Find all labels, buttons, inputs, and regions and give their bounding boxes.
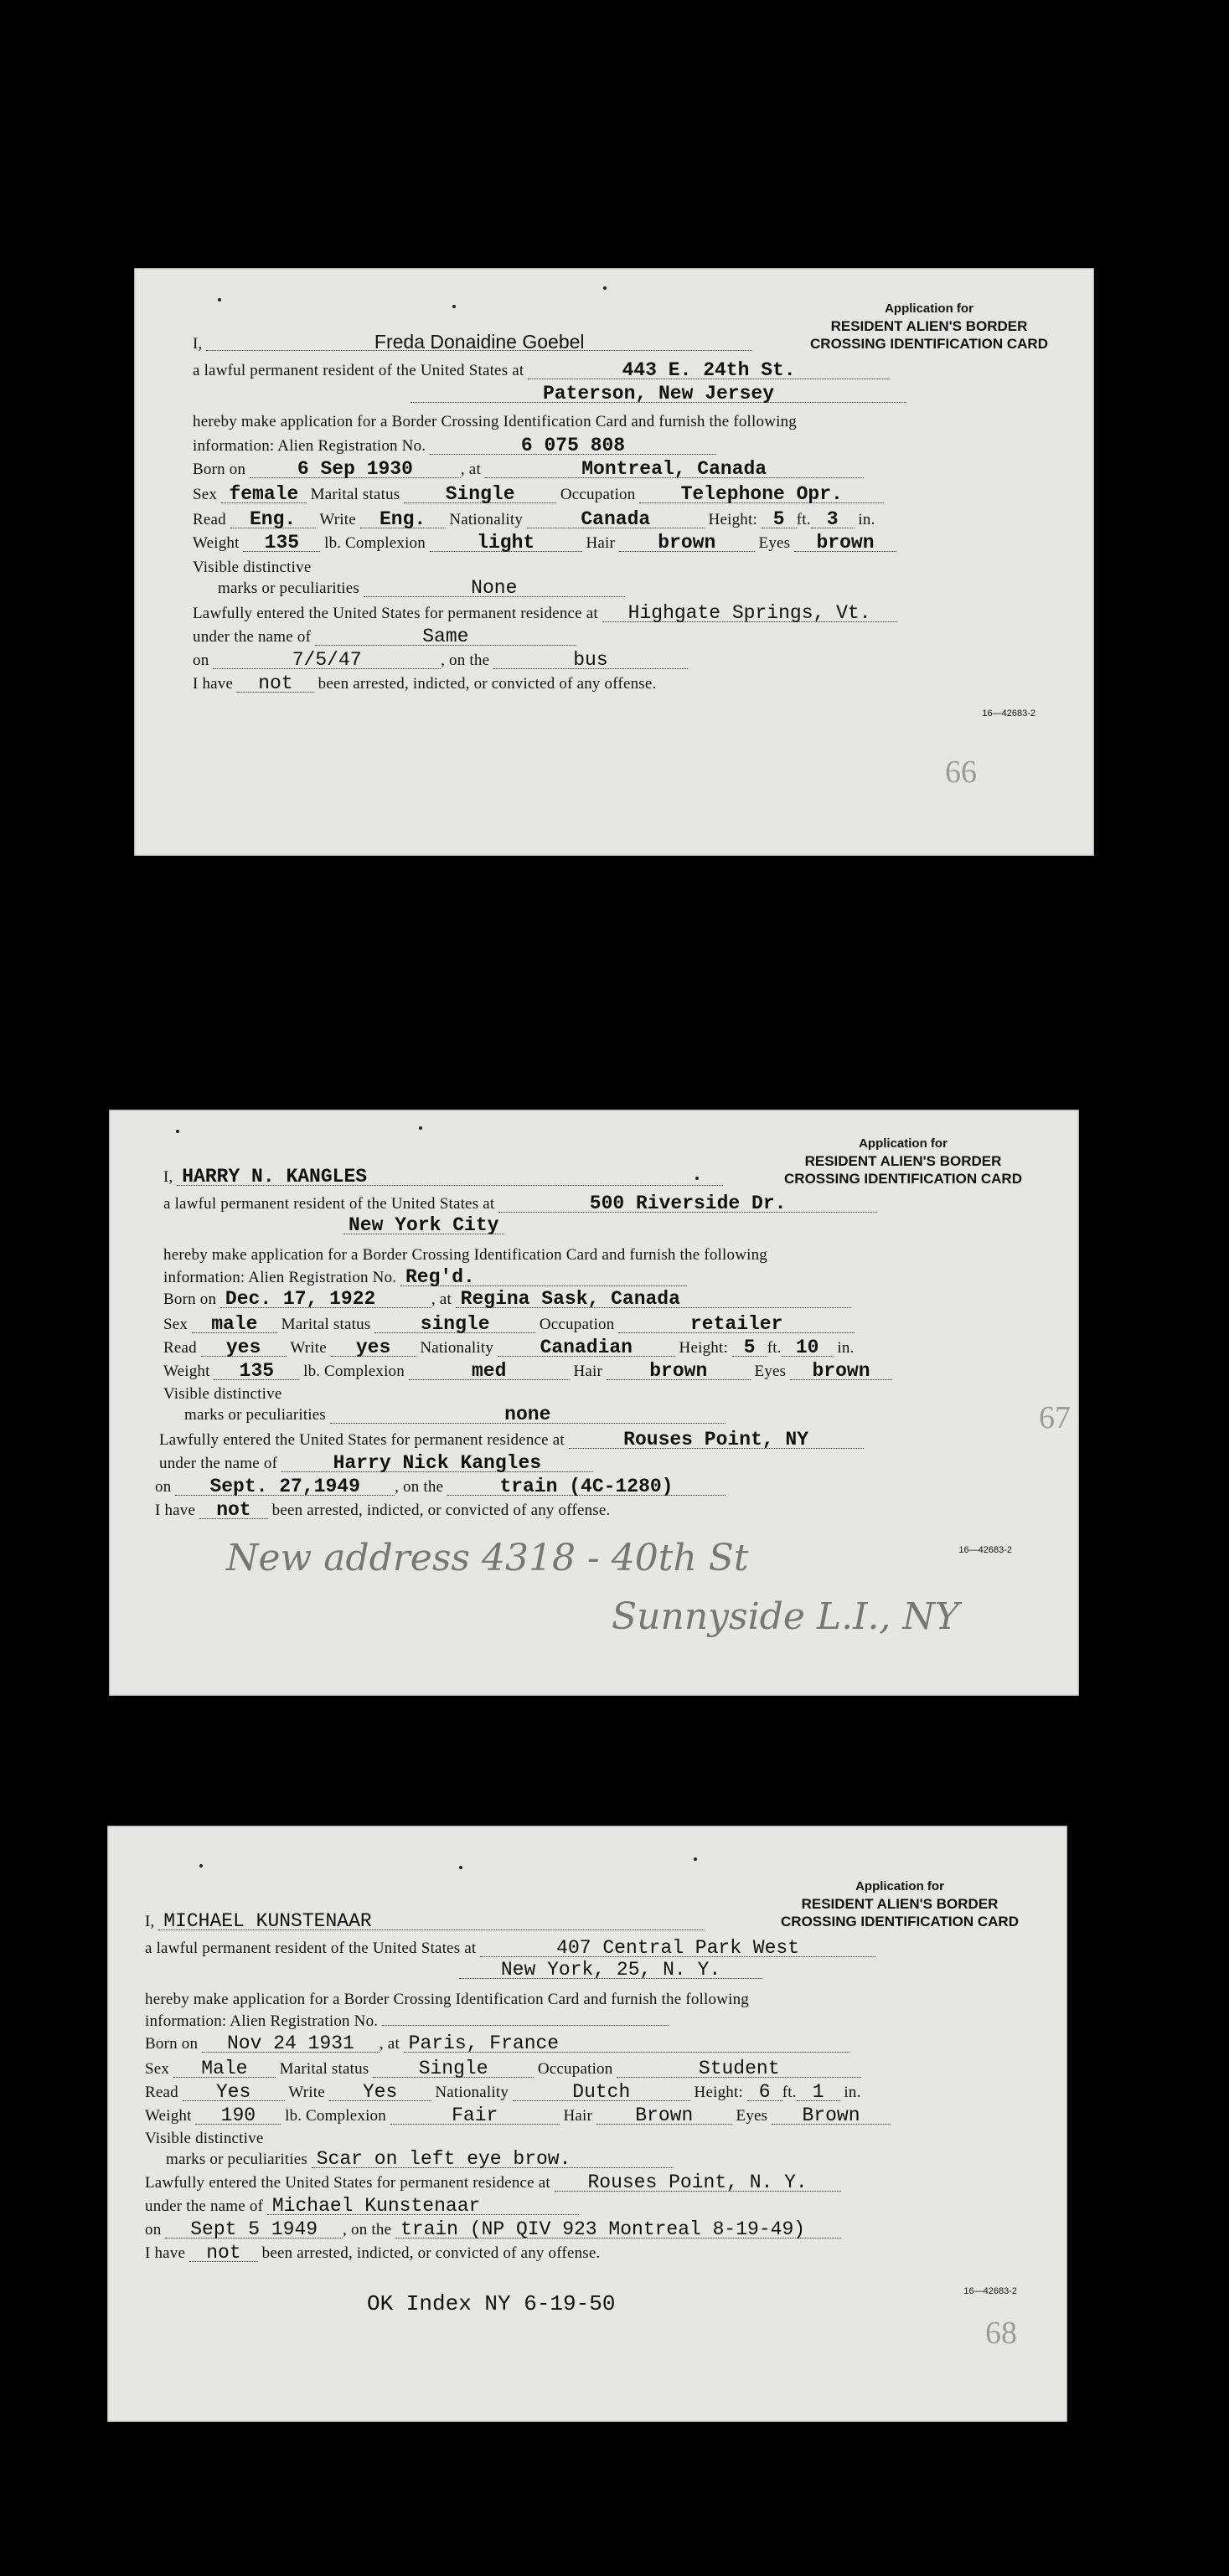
header-title-line2: CROSSING IDENTIFICATION CARD <box>781 1914 1019 1929</box>
header-title-line1: RESIDENT ALIEN'S BORDER <box>801 1896 999 1912</box>
header-application-for: Application for <box>885 301 973 316</box>
height-in: 1 <box>797 2084 840 2101</box>
application-card-2 <box>109 1110 1079 1696</box>
write: Yes <box>329 2084 431 2101</box>
label-under: under the name of <box>159 1455 278 1472</box>
eyes: Brown <box>772 2107 891 2125</box>
applicant-name: Freda Donaidine Goebel <box>206 333 752 351</box>
label-visible: Visible distinctive <box>163 1385 282 1403</box>
have-status: not <box>199 1502 268 1519</box>
label-onthe: , on the <box>343 2221 392 2239</box>
label-onthe: , on the <box>441 652 490 669</box>
speck <box>459 1866 462 1869</box>
label-i: I, <box>145 1913 155 1930</box>
label-in: in. <box>858 511 875 528</box>
occupation: Student <box>617 2060 861 2078</box>
form-number: 16—42683-2 <box>958 1545 1012 1555</box>
page-number: 67 <box>1039 1400 1071 1435</box>
sex: female <box>221 486 307 503</box>
birth-place: Paris, France <box>404 2035 849 2053</box>
entry-via: train (NP QIV 923 Montreal 8-19-49) <box>395 2221 841 2239</box>
entry-via: bus <box>493 652 688 669</box>
label-born: Born on <box>145 2035 199 2053</box>
marks: Scar on left eye brow. <box>312 2151 674 2168</box>
have-status: not <box>189 2244 258 2262</box>
birth-date: Dec. 17, 1922 <box>220 1291 431 1308</box>
label-on: on <box>155 1478 172 1496</box>
label-at: , at <box>460 461 481 478</box>
header-title-line2: CROSSING IDENTIFICATION CARD <box>810 336 1048 352</box>
nationality: Canada <box>527 511 705 528</box>
label-lawfully: Lawfully entered the United States for permanent residence at <box>159 1431 565 1449</box>
label-occupation: Occupation <box>539 1316 615 1333</box>
label-resident: a lawful permanent resident of the United States at <box>163 1195 495 1213</box>
address-line1: 443 E. 24th St. <box>528 362 890 379</box>
label-write: Write <box>290 1339 327 1357</box>
label-sex: Sex <box>193 486 218 503</box>
weight: 135 <box>214 1363 299 1380</box>
index-note: OK Index NY 6-19-50 <box>367 2291 616 2316</box>
weight: 135 <box>243 534 320 552</box>
label-height: Height: <box>708 511 757 528</box>
entry-place: Highgate Springs, Vt. <box>602 605 897 622</box>
handwritten-note-line1: New address 4318 - 40th St <box>226 1537 749 1579</box>
label-lawfully: Lawfully entered the United States for permanent residence at <box>193 605 598 622</box>
label-hereby: hereby make application for a Border Crossing Identification Card and furnish the following <box>145 1991 750 2008</box>
sex: male <box>192 1316 277 1333</box>
sex: Male <box>173 2060 276 2078</box>
label-eyes: Eyes <box>736 2107 768 2125</box>
read: yes <box>201 1339 287 1357</box>
hair: brown <box>607 1363 751 1380</box>
label-marks: marks or peculiarities <box>184 1406 327 1424</box>
label-i: I, <box>163 1168 173 1186</box>
marital-status: Single <box>373 2060 534 2078</box>
label-hair: Hair <box>573 1363 603 1380</box>
application-card-1 <box>134 268 1094 856</box>
label-weight: Weight <box>145 2107 192 2125</box>
label-marital: Marital status <box>310 486 400 503</box>
alien-registration-no: Reg'd. <box>400 1269 687 1286</box>
label-occupation: Occupation <box>560 486 636 503</box>
label-write: Write <box>319 511 356 528</box>
birth-place: Regina Sask, Canada <box>456 1291 851 1308</box>
label-under: under the name of <box>145 2197 264 2215</box>
label-marital: Marital status <box>281 1316 371 1333</box>
label-read: Read <box>145 2084 178 2101</box>
speck <box>419 1126 422 1130</box>
entry-name: Harry Nick Kangles <box>281 1455 593 1472</box>
birth-place: Montreal, Canada <box>485 461 864 478</box>
weight: 190 <box>195 2107 281 2125</box>
complexion: light <box>430 534 582 552</box>
label-marks: marks or peculiarities <box>218 580 360 597</box>
speck <box>603 286 607 290</box>
label-alien-reg: information: Alien Registration No. <box>193 437 426 455</box>
label-lb: lb. <box>324 534 342 552</box>
entry-via: train (4C-1280) <box>447 1478 726 1496</box>
label-weight: Weight <box>163 1363 210 1380</box>
page-number: 68 <box>985 2316 1017 2351</box>
label-at: , at <box>379 2035 400 2053</box>
header-application-for: Application for <box>859 1136 948 1151</box>
label-nationality: Nationality <box>435 2084 509 2101</box>
label-height: Height: <box>694 2084 743 2101</box>
address-line1: 407 Central Park West <box>480 1940 875 1957</box>
alien-registration-no: 6 075 808 <box>430 437 716 455</box>
label-sex: Sex <box>145 2060 170 2078</box>
label-complexion: Complexion <box>345 534 426 552</box>
speck <box>695 1177 699 1180</box>
eyes: brown <box>794 534 896 552</box>
entry-date: 7/5/47 <box>213 652 441 669</box>
birth-date: Nov 24 1931 <box>202 2035 380 2053</box>
label-alien-reg: information: Alien Registration No. <box>163 1269 397 1286</box>
nationality: Canadian <box>498 1339 675 1357</box>
label-under: under the name of <box>193 628 312 646</box>
label-read: Read <box>193 511 226 528</box>
entry-place: Rouses Point, NY <box>569 1431 864 1449</box>
header-title-line1: RESIDENT ALIEN'S BORDER <box>830 318 1028 334</box>
label-visible: Visible distinctive <box>145 2130 264 2147</box>
height-ft: 5 <box>762 511 797 528</box>
label-in: in. <box>837 1339 855 1357</box>
write: Eng. <box>360 511 446 528</box>
address-line2: Paterson, New Jersey <box>411 385 906 403</box>
form-number: 16—42683-2 <box>963 2286 1017 2296</box>
speck <box>694 1857 697 1861</box>
applicant-name: MICHAEL KUNSTENAAR <box>158 1913 705 1930</box>
alien-registration-no <box>382 2025 669 2026</box>
label-hair: Hair <box>563 2107 593 2125</box>
read: Yes <box>183 2084 285 2101</box>
label-marks: marks or peculiarities <box>166 2151 308 2168</box>
label-arrested: been arrested, indicted, or convicted of any offense. <box>318 675 657 693</box>
write: yes <box>331 1339 416 1357</box>
label-lb: lb. <box>303 1363 321 1380</box>
label-ft: ft. <box>796 511 811 528</box>
height-in: 10 <box>782 1339 834 1357</box>
label-complexion: Complexion <box>306 2107 386 2125</box>
nationality: Dutch <box>513 2084 690 2101</box>
occupation: Telephone Opr. <box>639 486 884 503</box>
header-application-for: Application for <box>855 1879 944 1893</box>
hair: brown <box>619 534 755 552</box>
label-lb: lb. <box>285 2107 302 2125</box>
address-line2: New York City <box>343 1217 504 1234</box>
label-arrested: been arrested, indicted, or convicted of any offense. <box>271 1502 611 1519</box>
birth-date: 6 Sep 1930 <box>250 461 461 478</box>
read: Eng. <box>230 511 316 528</box>
address-line1: 500 Riverside Dr. <box>498 1195 877 1213</box>
form-number: 16—42683-2 <box>982 708 1035 719</box>
complexion: Fair <box>390 2107 560 2125</box>
marital-status: Single <box>404 486 556 503</box>
label-ft: ft. <box>767 1339 782 1357</box>
application-card-3 <box>107 1826 1067 2422</box>
label-sex: Sex <box>163 1316 188 1333</box>
page-number: 66 <box>945 755 977 790</box>
label-at: , at <box>431 1291 452 1308</box>
entry-place: Rouses Point, N. Y. <box>555 2174 841 2192</box>
label-occupation: Occupation <box>537 2060 613 2078</box>
handwritten-note-line2: Sunnyside L.I., NY <box>612 1595 959 1638</box>
complexion: med <box>409 1363 570 1380</box>
entry-date: Sept. 27,1949 <box>175 1478 395 1496</box>
label-read: Read <box>163 1339 197 1357</box>
label-nationality: Nationality <box>449 511 524 528</box>
eyes: brown <box>790 1363 892 1380</box>
height-ft: 5 <box>732 1339 767 1357</box>
marital-status: single <box>374 1316 535 1333</box>
speck <box>176 1130 179 1133</box>
label-onthe: , on the <box>395 1478 444 1496</box>
label-on: on <box>145 2221 162 2239</box>
label-born: Born on <box>163 1291 217 1308</box>
applicant-name: HARRY N. KANGLES <box>177 1168 723 1186</box>
entry-name: Michael Kunstenaar <box>267 2197 579 2215</box>
label-ihave: I have <box>145 2244 186 2262</box>
label-weight: Weight <box>193 534 240 552</box>
label-resident: a lawful permanent resident of the United States at <box>145 1940 477 1957</box>
label-visible: Visible distinctive <box>193 559 312 576</box>
marks: None <box>364 580 625 597</box>
label-complexion: Complexion <box>324 1363 405 1380</box>
label-hair: Hair <box>586 534 616 552</box>
occupation: retailer <box>618 1316 855 1333</box>
label-arrested: been arrested, indicted, or convicted of any offense. <box>261 2244 601 2262</box>
label-in: in. <box>844 2084 861 2101</box>
label-eyes: Eyes <box>754 1363 787 1380</box>
height-ft: 6 <box>747 2084 782 2101</box>
marks: none <box>330 1406 726 1424</box>
height-in: 3 <box>811 511 855 528</box>
have-status: not <box>237 675 314 693</box>
label-resident: a lawful permanent resident of the United States at <box>193 362 524 379</box>
label-write: Write <box>288 2084 325 2101</box>
label-nationality: Nationality <box>420 1339 494 1357</box>
label-hereby: hereby make application for a Border Crossing Identification Card and furnish the following <box>163 1246 768 1264</box>
speck <box>452 305 456 308</box>
address-line2: New York, 25, N. Y. <box>459 1961 762 1979</box>
label-lawfully: Lawfully entered the United States for permanent residence at <box>145 2174 550 2192</box>
label-born: Born on <box>193 461 246 478</box>
header-title-line2: CROSSING IDENTIFICATION CARD <box>784 1171 1022 1187</box>
label-i: I, <box>193 335 203 353</box>
label-alien-reg: information: Alien Registration No. <box>145 2012 379 2030</box>
header-title-line1: RESIDENT ALIEN'S BORDER <box>804 1153 1002 1169</box>
label-on: on <box>193 652 209 669</box>
entry-name: Same <box>315 628 576 646</box>
hair: Brown <box>596 2107 732 2125</box>
label-ft: ft. <box>782 2084 797 2101</box>
label-eyes: Eyes <box>758 534 791 552</box>
label-height: Height: <box>679 1339 728 1357</box>
speck <box>199 1864 203 1868</box>
label-ihave: I have <box>155 1502 196 1519</box>
label-hereby: hereby make application for a Border Crossing Identification Card and furnish the following <box>193 413 798 430</box>
speck <box>218 298 221 301</box>
label-ihave: I have <box>193 675 234 693</box>
label-marital: Marital status <box>279 2060 369 2078</box>
entry-date: Sept 5 1949 <box>165 2221 343 2239</box>
